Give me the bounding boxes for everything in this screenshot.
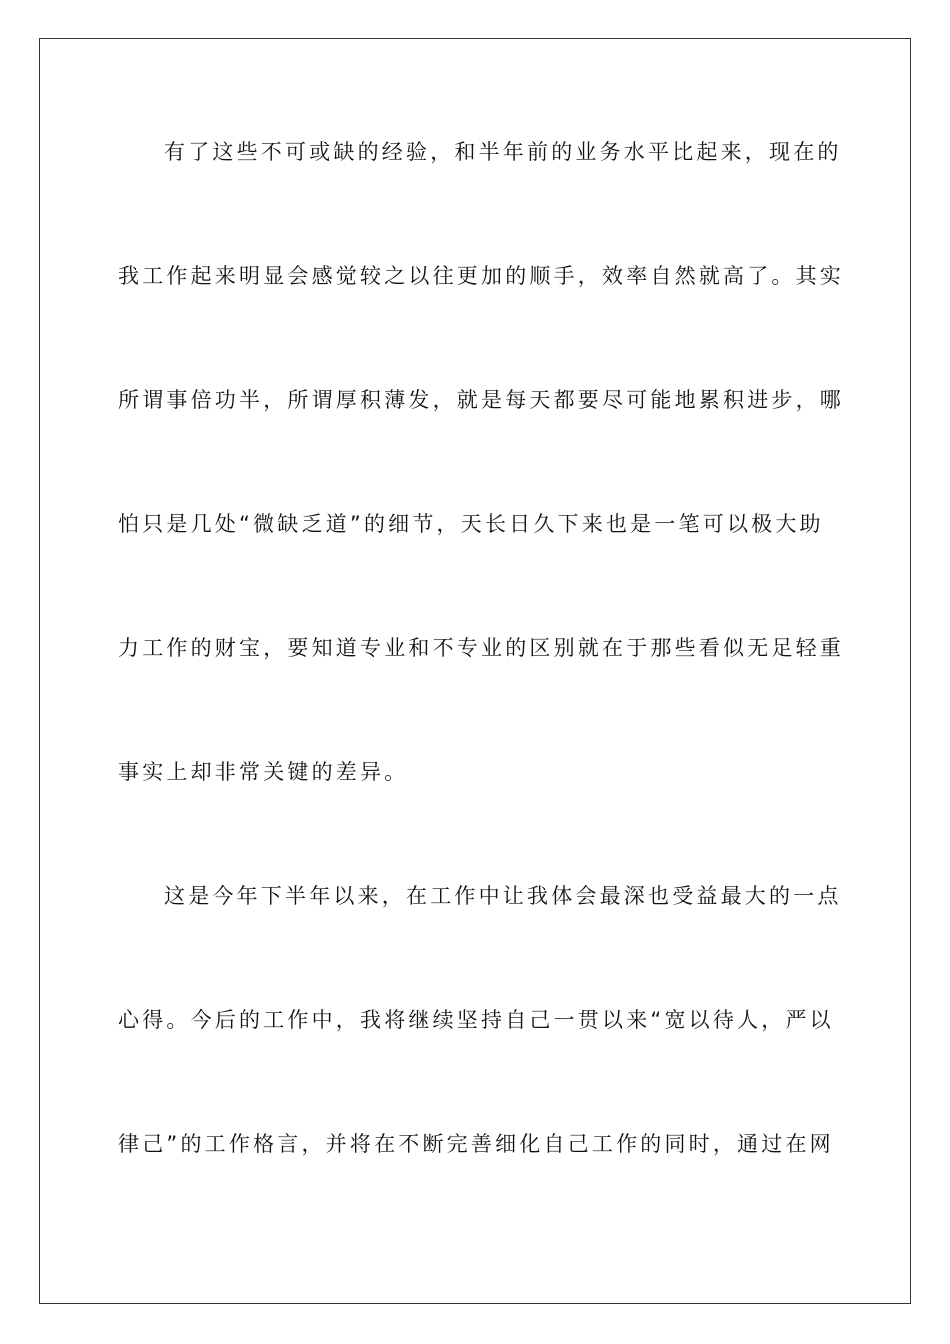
paragraph-2-line-3: 律己”的工作格言，并将在不断完善细化自己工作的同时，通过在网 [118,1132,834,1156]
paragraph-1-line-5: 力工作的财宝，要知道专业和不专业的区别就在于那些看似无足轻重 [118,636,844,660]
page-border [39,38,911,1304]
paragraph-1-line-4: 怕只是几处“微缺乏道”的细节，天长日久下来也是一笔可以极大助 [118,512,824,536]
paragraph-2-line-1: 这是今年下半年以来，在工作中让我体会最深也受益最大的一点 [164,884,842,908]
paragraph-1-line-3: 所谓事倍功半，所谓厚积薄发，就是每天都要尽可能地累积进步，哪 [118,388,844,412]
paragraph-1-line-2: 我工作起来明显会感觉较之以往更加的顺手，效率自然就高了。其实 [118,264,844,288]
paragraph-2-line-2: 心得。今后的工作中，我将继续坚持自己一贯以来“宽以待人，严以 [118,1008,834,1032]
paragraph-1-line-1: 有了这些不可或缺的经验，和半年前的业务水平比起来，现在的 [164,140,842,164]
paragraph-1-line-6: 事实上却非常关键的差异。 [118,760,409,784]
